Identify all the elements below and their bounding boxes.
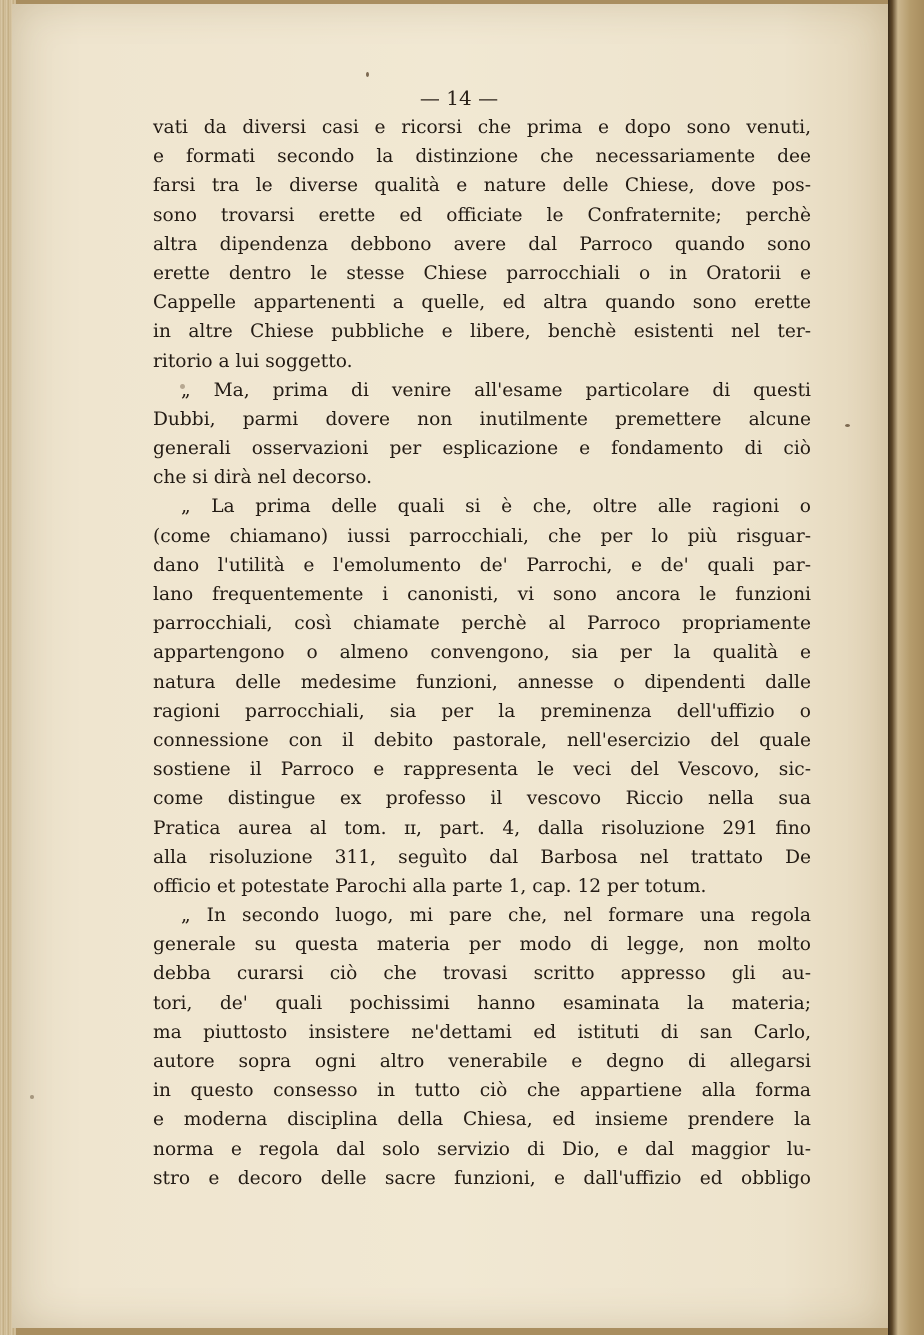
text-line: (come chiamano) iussi parrocchiali, che per lo più risguar- [153, 525, 811, 547]
text-line: e moderna disciplina della Chiesa, ed insieme prendere la [153, 1109, 811, 1131]
text-line: dano l'utilità e l'emolumento de' Parrochi, e de' quali par- [153, 554, 811, 576]
body-text [153, 113, 811, 1193]
text-line: officio et potestate Parochi alla parte 1, cap. 12 per totum. [153, 875, 707, 897]
text-line: autore sopra ogni altro venerabile e degno di allegarsi [153, 1051, 811, 1072]
paragraph [153, 492, 811, 901]
text-line: come distingue ex professo il vescovo Riccio nella sua [153, 788, 811, 810]
text-line: sono trovarsi erette ed officiate le Confraternite; perchè [153, 204, 811, 226]
text-line: „ Ma, prima di venire all'esame particolare di questi [181, 379, 811, 401]
text-line: norma e regola dal solo servizio di Dio, e dal maggior lu- [153, 1138, 811, 1160]
text-line: vati da diversi casi e ricorsi che prima e dopo sono venuti, [153, 117, 811, 138]
paragraph [153, 113, 811, 376]
text-line: appartengono o almeno convengono, sia per la qualità e [153, 642, 811, 664]
text-line: farsi tra le diverse qualità e nature delle Chiese, dove pos- [153, 175, 811, 197]
paragraph [153, 901, 811, 1193]
text-line: alla risoluzione 311, seguìto dal Barbosa nel trattato De [153, 846, 811, 868]
text-line: generale su questa materia per modo di legge, non molto [153, 934, 811, 956]
text-line: natura delle medesime funzioni, annesse o dipendenti dalle [153, 671, 811, 693]
text-line: che si dirà nel decorso. [153, 467, 372, 489]
text-line: generali osservazioni per esplicazione e fondamento di ciò [153, 438, 811, 460]
paragraph [153, 376, 811, 493]
book-spine-edge [888, 0, 924, 1335]
text-line: tori, de' quali pochissimi hanno esaminata la materia; [153, 992, 811, 1014]
text-line: lano frequentemente i canonisti, vi sono ancora le funzioni [153, 584, 811, 605]
text-line: altra dipendenza debbono avere dal Parroco quando sono [153, 233, 811, 255]
text-line: Pratica aurea al tom. ɪɪ, part. 4, dalla risoluzione 291 fino [153, 817, 811, 839]
text-line: erette dentro le stesse Chiese parrocchiali o in Oratorii e [153, 262, 811, 284]
text-line: ritorio a lui soggetto. [153, 350, 353, 372]
text-line: in altre Chiese pubbliche e libere, benchè esistenti nel ter- [153, 321, 811, 343]
text-line: stro e decoro delle sacre funzioni, e dall'uffizio ed obbligo [153, 1167, 811, 1189]
text-line: „ In secondo luogo, mi pare che, nel formare una regola [181, 905, 811, 927]
text-line: connessione con il debito pastorale, nell'esercizio del quale [153, 729, 811, 751]
text-line: in questo consesso in tutto ciò che appartiene alla forma [153, 1080, 811, 1102]
page-number: — 14 — [419, 86, 499, 110]
text-line: e formati secondo la distinzione che necessariamente dee [153, 146, 811, 168]
text-line: debba curarsi ciò che trovasi scritto appresso gli au- [153, 963, 811, 985]
text-line: sostiene il Parroco e rappresenta le veci del Vescovo, sic- [153, 759, 811, 781]
text-line: Cappelle appartenenti a quelle, ed altra quando sono erette [153, 292, 811, 314]
text-line: ma piuttosto insistere ne'dettami ed istituti di san Carlo, [153, 1021, 811, 1043]
paper-speck [845, 424, 850, 427]
paper-speck [366, 72, 369, 77]
text-line: ragioni parrocchiali, sia per la preminenza dell'uffizio o [153, 700, 811, 722]
text-line: Dubbi, parmi dovere non inutilmente premettere alcune [153, 408, 811, 430]
text-line: parrocchiali, così chiamate perchè al Parroco propriamente [153, 613, 811, 635]
text-line: „ La prima delle quali si è che, oltre alle ragioni o [181, 496, 811, 518]
paper-speck [30, 1095, 34, 1099]
